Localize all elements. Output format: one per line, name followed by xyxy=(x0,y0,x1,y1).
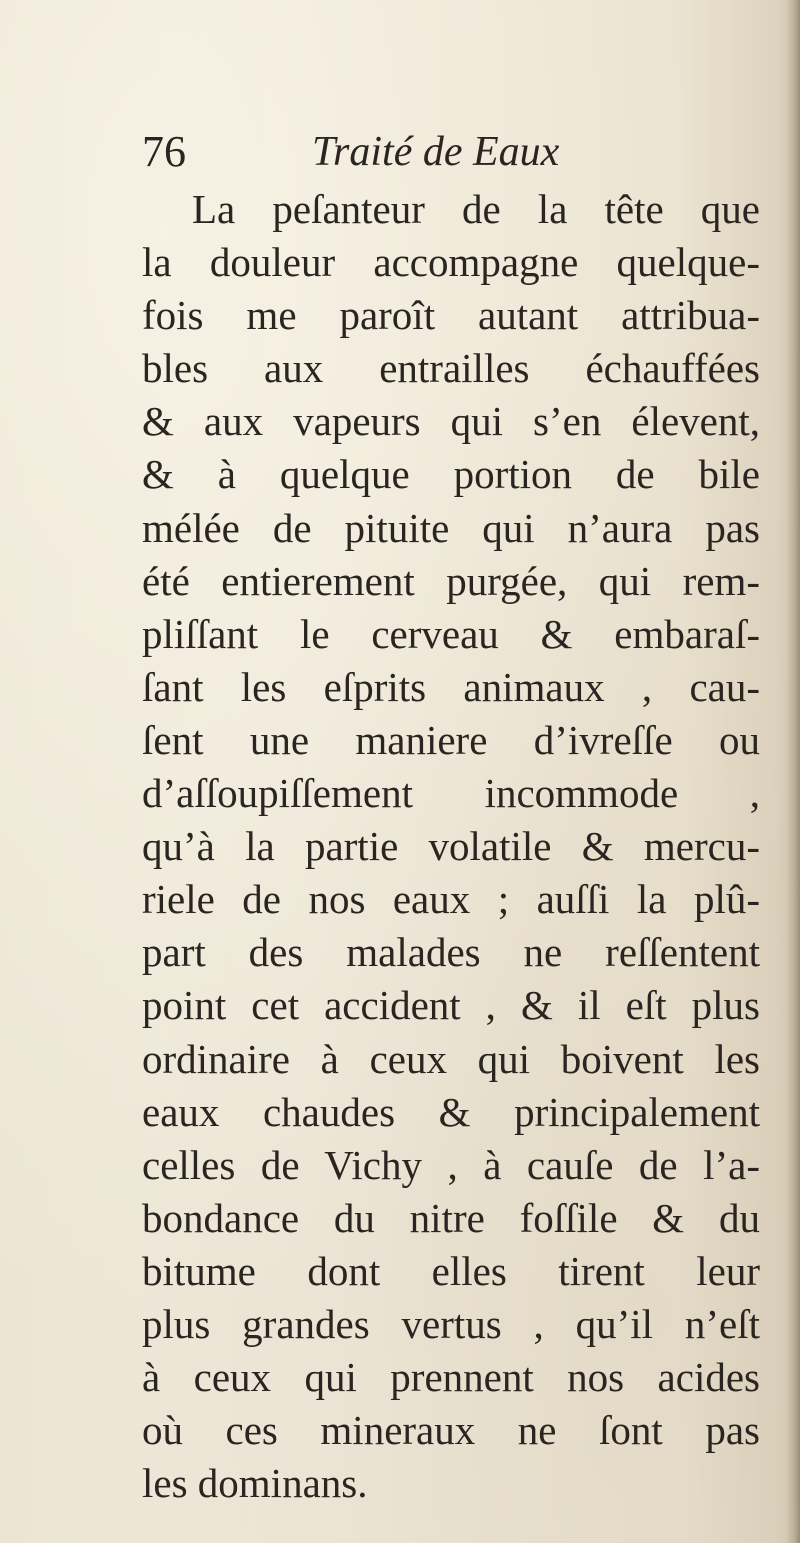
text-line: la douleur accompagne quelque- xyxy=(142,239,760,286)
text-line: & à quelque portion de bile xyxy=(142,451,760,498)
text-line: celles de Vichy , à cauſe de l’a- xyxy=(142,1141,760,1188)
page-number: 76 xyxy=(142,127,186,176)
text-line: qu’à la partie volatile & mercu- xyxy=(142,823,760,870)
text-line: été entierement purgée, qui rem- xyxy=(142,557,760,604)
page-edge-shadow xyxy=(786,0,800,1543)
text-line: où ces mineraux ne ſont pas xyxy=(142,1407,760,1454)
text-line: plus grandes vertus , qu’il n’eſt xyxy=(142,1300,760,1347)
text-line: à ceux qui prennent nos acides xyxy=(142,1354,760,1401)
text-line: les dominans. xyxy=(142,1460,368,1507)
text-line: bitume dont elles tirent leur xyxy=(142,1247,760,1294)
text-line: bondance du nitre foſſile & du xyxy=(142,1194,760,1241)
text-line: La peſanteur de la tête que xyxy=(192,186,760,232)
text-line: pliſſant le cerveau & embaraſ- xyxy=(142,610,760,657)
text-line: riele de nos eaux ; auſſi la plû- xyxy=(142,876,760,923)
text-line: bles aux entrailles échauffées xyxy=(142,345,760,392)
text-line: ſant les eſprits animaux , cau- xyxy=(142,663,760,710)
text-line: mélée de pituite qui n’aura pas xyxy=(142,504,760,551)
text-line: ordinaire à ceux qui boivent les xyxy=(142,1035,760,1082)
text-line: & aux vapeurs qui s’en élevent, xyxy=(142,398,760,445)
page-header xyxy=(142,122,602,182)
text-line: fois me paroît autant attribua- xyxy=(142,292,760,339)
running-title: Traité de Eaux xyxy=(312,129,560,175)
text-line: point cet accident , & il eſt plus xyxy=(142,982,760,1029)
body-paragraph xyxy=(142,183,760,1510)
text-line: ſent une maniere d’ivreſſe ou xyxy=(142,716,760,763)
text-line: part des malades ne reſſentent xyxy=(142,929,760,976)
text-line: eaux chaudes & principalement xyxy=(142,1088,760,1135)
text-line: d’aſſoupiſſement incommode , xyxy=(142,770,760,817)
